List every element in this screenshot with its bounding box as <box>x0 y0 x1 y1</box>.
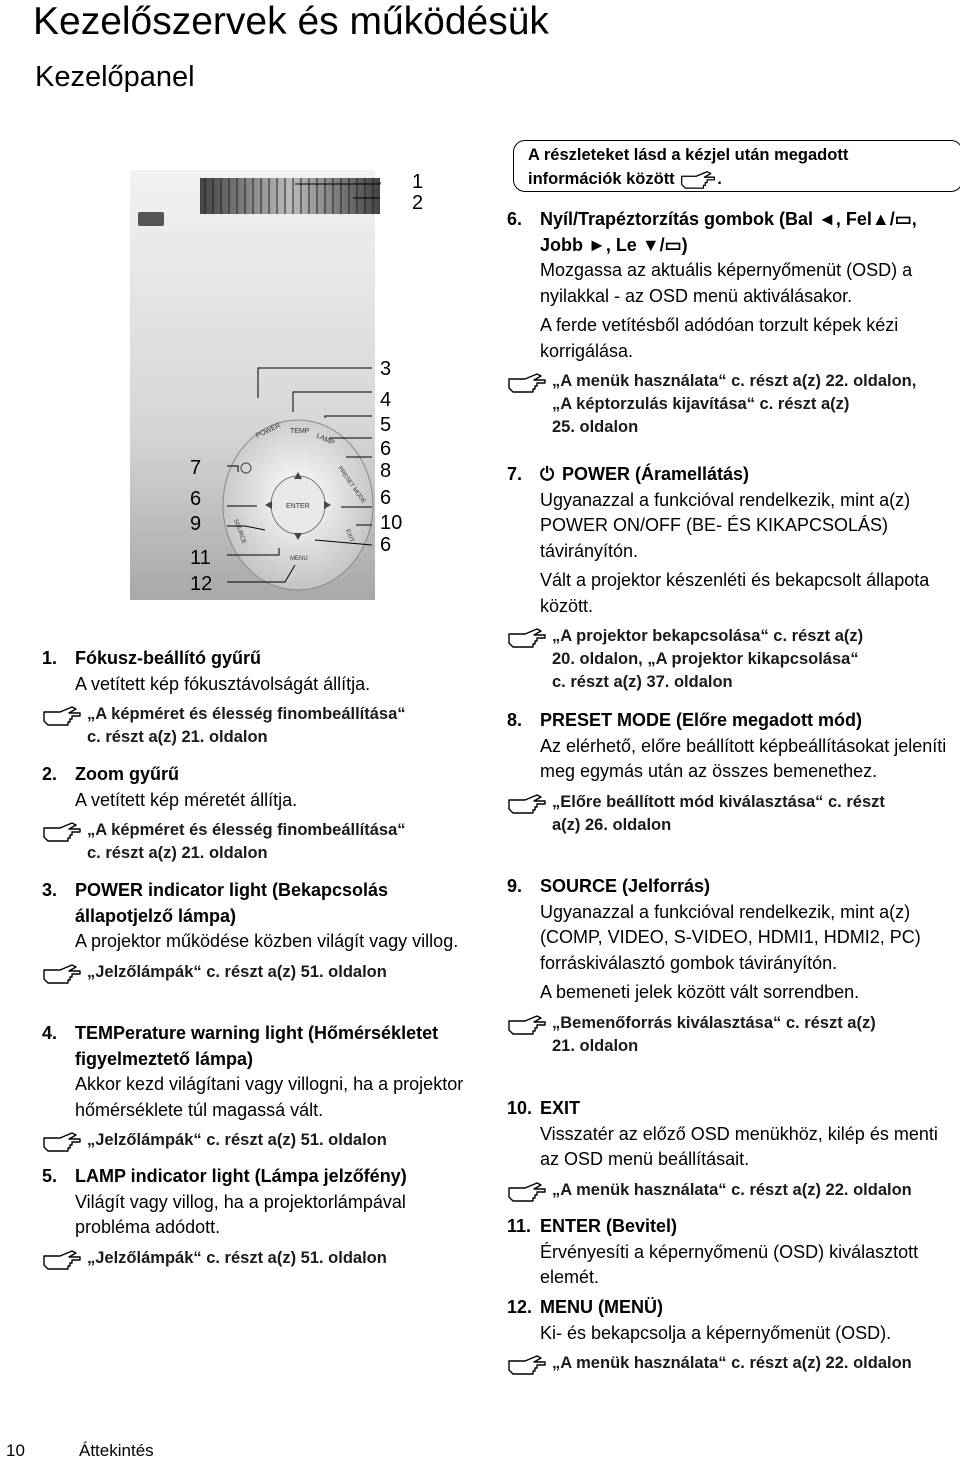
item-description: Akkor kezd világítani vagy villogni, ha a projektor hőmérséklete túl magassá vált. <box>75 1074 464 1120</box>
item-description: A vetített kép fókusztávolságát állítja. <box>75 673 371 694</box>
callout-number: 6 <box>380 534 392 556</box>
pointing-hand-icon <box>42 1129 82 1153</box>
callout-number: 12 <box>190 573 213 595</box>
svg-text:MENU: MENU <box>290 556 308 562</box>
cross-reference[interactable] <box>507 1179 955 1202</box>
reference-line: 20. oldalon, „A projektor kikapcsolása“ <box>552 650 859 668</box>
list-item <box>42 762 497 865</box>
focus-ring <box>200 178 380 214</box>
item-number: 12. <box>507 1297 533 1317</box>
list-item <box>507 207 955 439</box>
list-item <box>42 1021 497 1152</box>
item-description: Vált a projektor készenléti és bekapcsolt állapota között. <box>540 570 930 616</box>
note-end: . <box>717 170 722 188</box>
callout-number: 7 <box>190 457 202 479</box>
reference-line: „A projektor bekapcsolása“ c. részt a(z) <box>552 627 864 645</box>
reference-line: „A menük használata“ c. részt a(z) 22. oldalon <box>552 1354 912 1372</box>
item-description: Visszatér az előző OSD menükhöz, kilép és menti az OSD menü beállításait. <box>540 1123 938 1169</box>
item-description: Érvényesíti a képernyőmenü (OSD) kiválasztott elemét. <box>540 1241 919 1287</box>
cross-reference[interactable] <box>507 1012 955 1058</box>
callout-number: 6 <box>190 488 202 510</box>
item-title: MENU (MENÜ) <box>540 1297 663 1317</box>
svg-text:EXIT: EXIT <box>344 528 355 544</box>
note-line-text: információk között <box>528 170 675 188</box>
reference-line: a(z) 26. oldalon <box>552 815 672 834</box>
reference-line: „A menük használata“ c. részt a(z) 22. oldalon, <box>552 372 917 390</box>
callout-number: 9 <box>190 513 202 535</box>
list-item <box>42 1164 472 1270</box>
callout-number: 10 <box>380 512 403 534</box>
item-description: Az elérhető, előre beállított képbeállításokat jeleníti meg egymás után az összes bemenethez. <box>540 735 947 781</box>
item-number: 8. <box>507 710 523 730</box>
item-description: A bemeneti jelek között vált sorrendben. <box>540 982 860 1002</box>
item-description: A vetített kép méretét állítja. <box>75 789 298 810</box>
reference-line: „Jelzőlámpák“ c. részt a(z) 51. oldalon <box>87 1248 387 1267</box>
item-title: POWER (Áramellátás) <box>562 464 750 484</box>
foot-knob <box>138 212 164 226</box>
callout-number: 4 <box>380 389 392 411</box>
item-description: A projektor működése közben világít vagy villog. <box>75 931 459 951</box>
item-title: PRESET MODE (Előre megadott mód) <box>540 710 863 730</box>
reference-line: „A képméret és élesség finombeállítása“ <box>87 821 406 839</box>
callout-number: 6 <box>380 487 392 509</box>
page-title: Kezelőszervek és működésük <box>33 0 549 43</box>
list-item <box>507 708 955 837</box>
item-description: Ki- és bekapcsolja a képernyőmenüt (OSD). <box>540 1322 892 1343</box>
power-icon: ⏻ <box>540 464 555 484</box>
item-description: Mozgassa az aktuális képernyőmenüt (OSD) a nyilakkal - az OSD menü aktiválásakor. <box>540 260 913 306</box>
reference-line: c. részt a(z) 37. oldalon <box>552 673 733 691</box>
pointing-hand-icon <box>507 1352 547 1376</box>
item-title: Nyíl/Trapéztorzítás gombok (Bal ◄, Fel▲/▭, Jobb ►, Le ▼/▭) <box>540 209 917 255</box>
svg-text:TEMP: TEMP <box>290 428 310 435</box>
pointing-hand-icon <box>507 1179 547 1203</box>
item-title: LAMP indicator light (Lámpa jelzőfény) <box>75 1166 407 1186</box>
svg-text:POWER: POWER <box>254 422 282 440</box>
pointing-hand-icon <box>42 703 82 727</box>
cross-reference[interactable] <box>42 1247 472 1270</box>
item-description: Világít vagy villog, ha a projektorlámpával probléma adódott. <box>75 1191 406 1237</box>
item-number: 9. <box>507 876 523 896</box>
item-number: 1. <box>42 648 58 668</box>
callout-number: 5 <box>380 414 392 436</box>
item-title: EXIT <box>540 1098 581 1118</box>
cross-reference[interactable] <box>42 961 472 984</box>
reference-line: „A menük használata“ c. részt a(z) 22. oldalon <box>552 1180 912 1199</box>
cross-reference[interactable] <box>42 819 497 865</box>
pointing-hand-icon <box>42 1247 82 1271</box>
item-description: A ferde vetítésből adódóan torzult képek kézi korrigálása. <box>540 315 899 361</box>
list-item <box>507 1096 955 1202</box>
callout-number: 8 <box>380 460 392 482</box>
note-line: A részleteket lásd a kézjel után megadott <box>528 146 849 164</box>
reference-line: „Előre beállított mód kiválasztása“ c. részt <box>552 792 885 811</box>
list-item <box>507 1295 955 1375</box>
callout-number: 6 <box>380 438 392 460</box>
list-item <box>42 878 472 984</box>
pointing-hand-icon <box>507 370 547 394</box>
pointing-hand-icon <box>42 819 82 843</box>
reference-line: 21. oldalon <box>552 1036 639 1055</box>
reference-line: „Jelzőlámpák“ c. részt a(z) 51. oldalon <box>87 962 387 981</box>
list-item <box>507 874 955 1058</box>
reference-line: 25. oldalon <box>552 418 639 436</box>
item-title: SOURCE (Jelforrás) <box>540 876 711 896</box>
svg-text:ENTER: ENTER <box>286 503 310 510</box>
item-title: POWER indicator light (Bekapcsolás állapotjelző lámpa) <box>75 880 389 926</box>
item-number: 4. <box>42 1023 58 1043</box>
item-number: 11. <box>507 1216 532 1236</box>
reference-line: „A képtorzulás kijavítása“ c. részt a(z) <box>552 395 850 413</box>
callout-number: 11 <box>190 547 211 569</box>
list-item <box>507 462 955 694</box>
cross-reference[interactable] <box>507 370 955 439</box>
item-number: 3. <box>42 880 58 900</box>
item-title: TEMPerature warning light (Hőmérsékletet figyelmeztető lámpa) <box>75 1023 439 1069</box>
pointing-hand-icon <box>42 961 82 985</box>
item-number: 2. <box>42 764 58 784</box>
list-item <box>42 646 497 749</box>
cross-reference[interactable] <box>42 1129 497 1152</box>
cross-reference[interactable] <box>507 1352 955 1375</box>
reference-line: „A képméret és élesség finombeállítása“ <box>87 705 406 723</box>
footer-section: Áttekintés <box>79 1441 154 1460</box>
item-title: Zoom gyűrű <box>75 764 179 784</box>
reference-line: „Bemenőforrás kiválasztása“ c. részt a(z) <box>552 1013 876 1032</box>
svg-text:LAMP: LAMP <box>315 432 336 447</box>
cross-reference[interactable] <box>507 791 955 837</box>
item-number: 10. <box>507 1098 533 1118</box>
pointing-hand-icon <box>507 1012 547 1036</box>
item-number: 6. <box>507 209 523 229</box>
item-title: ENTER (Bevitel) <box>540 1216 678 1236</box>
reference-line: „Jelzőlámpák“ c. részt a(z) 51. oldalon <box>87 1131 387 1149</box>
item-description: Ugyanazzal a funkcióval rendelkezik, mint a(z) (COMP, VIDEO, S-VIDEO, HDMI1, HDMI2, PC) forráskiválasztó gombok távirányítón. <box>540 901 921 973</box>
reference-line: c. részt a(z) 21. oldalon <box>87 844 268 862</box>
note-line-2 <box>528 167 952 191</box>
item-number: 7. <box>507 464 523 484</box>
cross-reference[interactable] <box>42 703 497 749</box>
callout-number: 2 <box>412 192 424 214</box>
page-number: 10 <box>6 1441 25 1460</box>
cross-reference[interactable] <box>507 625 955 694</box>
item-title: Fókusz-beállító gyűrű <box>75 648 262 668</box>
pointing-hand-icon <box>507 625 547 649</box>
pointing-hand-icon <box>507 791 547 815</box>
section-subtitle: Kezelőpanel <box>35 61 195 93</box>
note-box <box>513 140 960 192</box>
pointing-hand-icon <box>679 169 717 189</box>
list-item <box>507 1214 955 1291</box>
item-description: Ugyanazzal a funkcióval rendelkezik, mint a(z) POWER ON/OFF (BE- ÉS KIKAPCSOLÁS) távirányítón. <box>540 489 911 561</box>
callout-number: 3 <box>380 358 392 380</box>
reference-line: c. részt a(z) 21. oldalon <box>87 728 268 746</box>
item-number: 5. <box>42 1166 58 1186</box>
svg-text:PRESET MODE: PRESET MODE <box>336 465 367 505</box>
callout-number: 1 <box>412 171 424 193</box>
svg-text:SOURCE: SOURCE <box>232 518 247 545</box>
